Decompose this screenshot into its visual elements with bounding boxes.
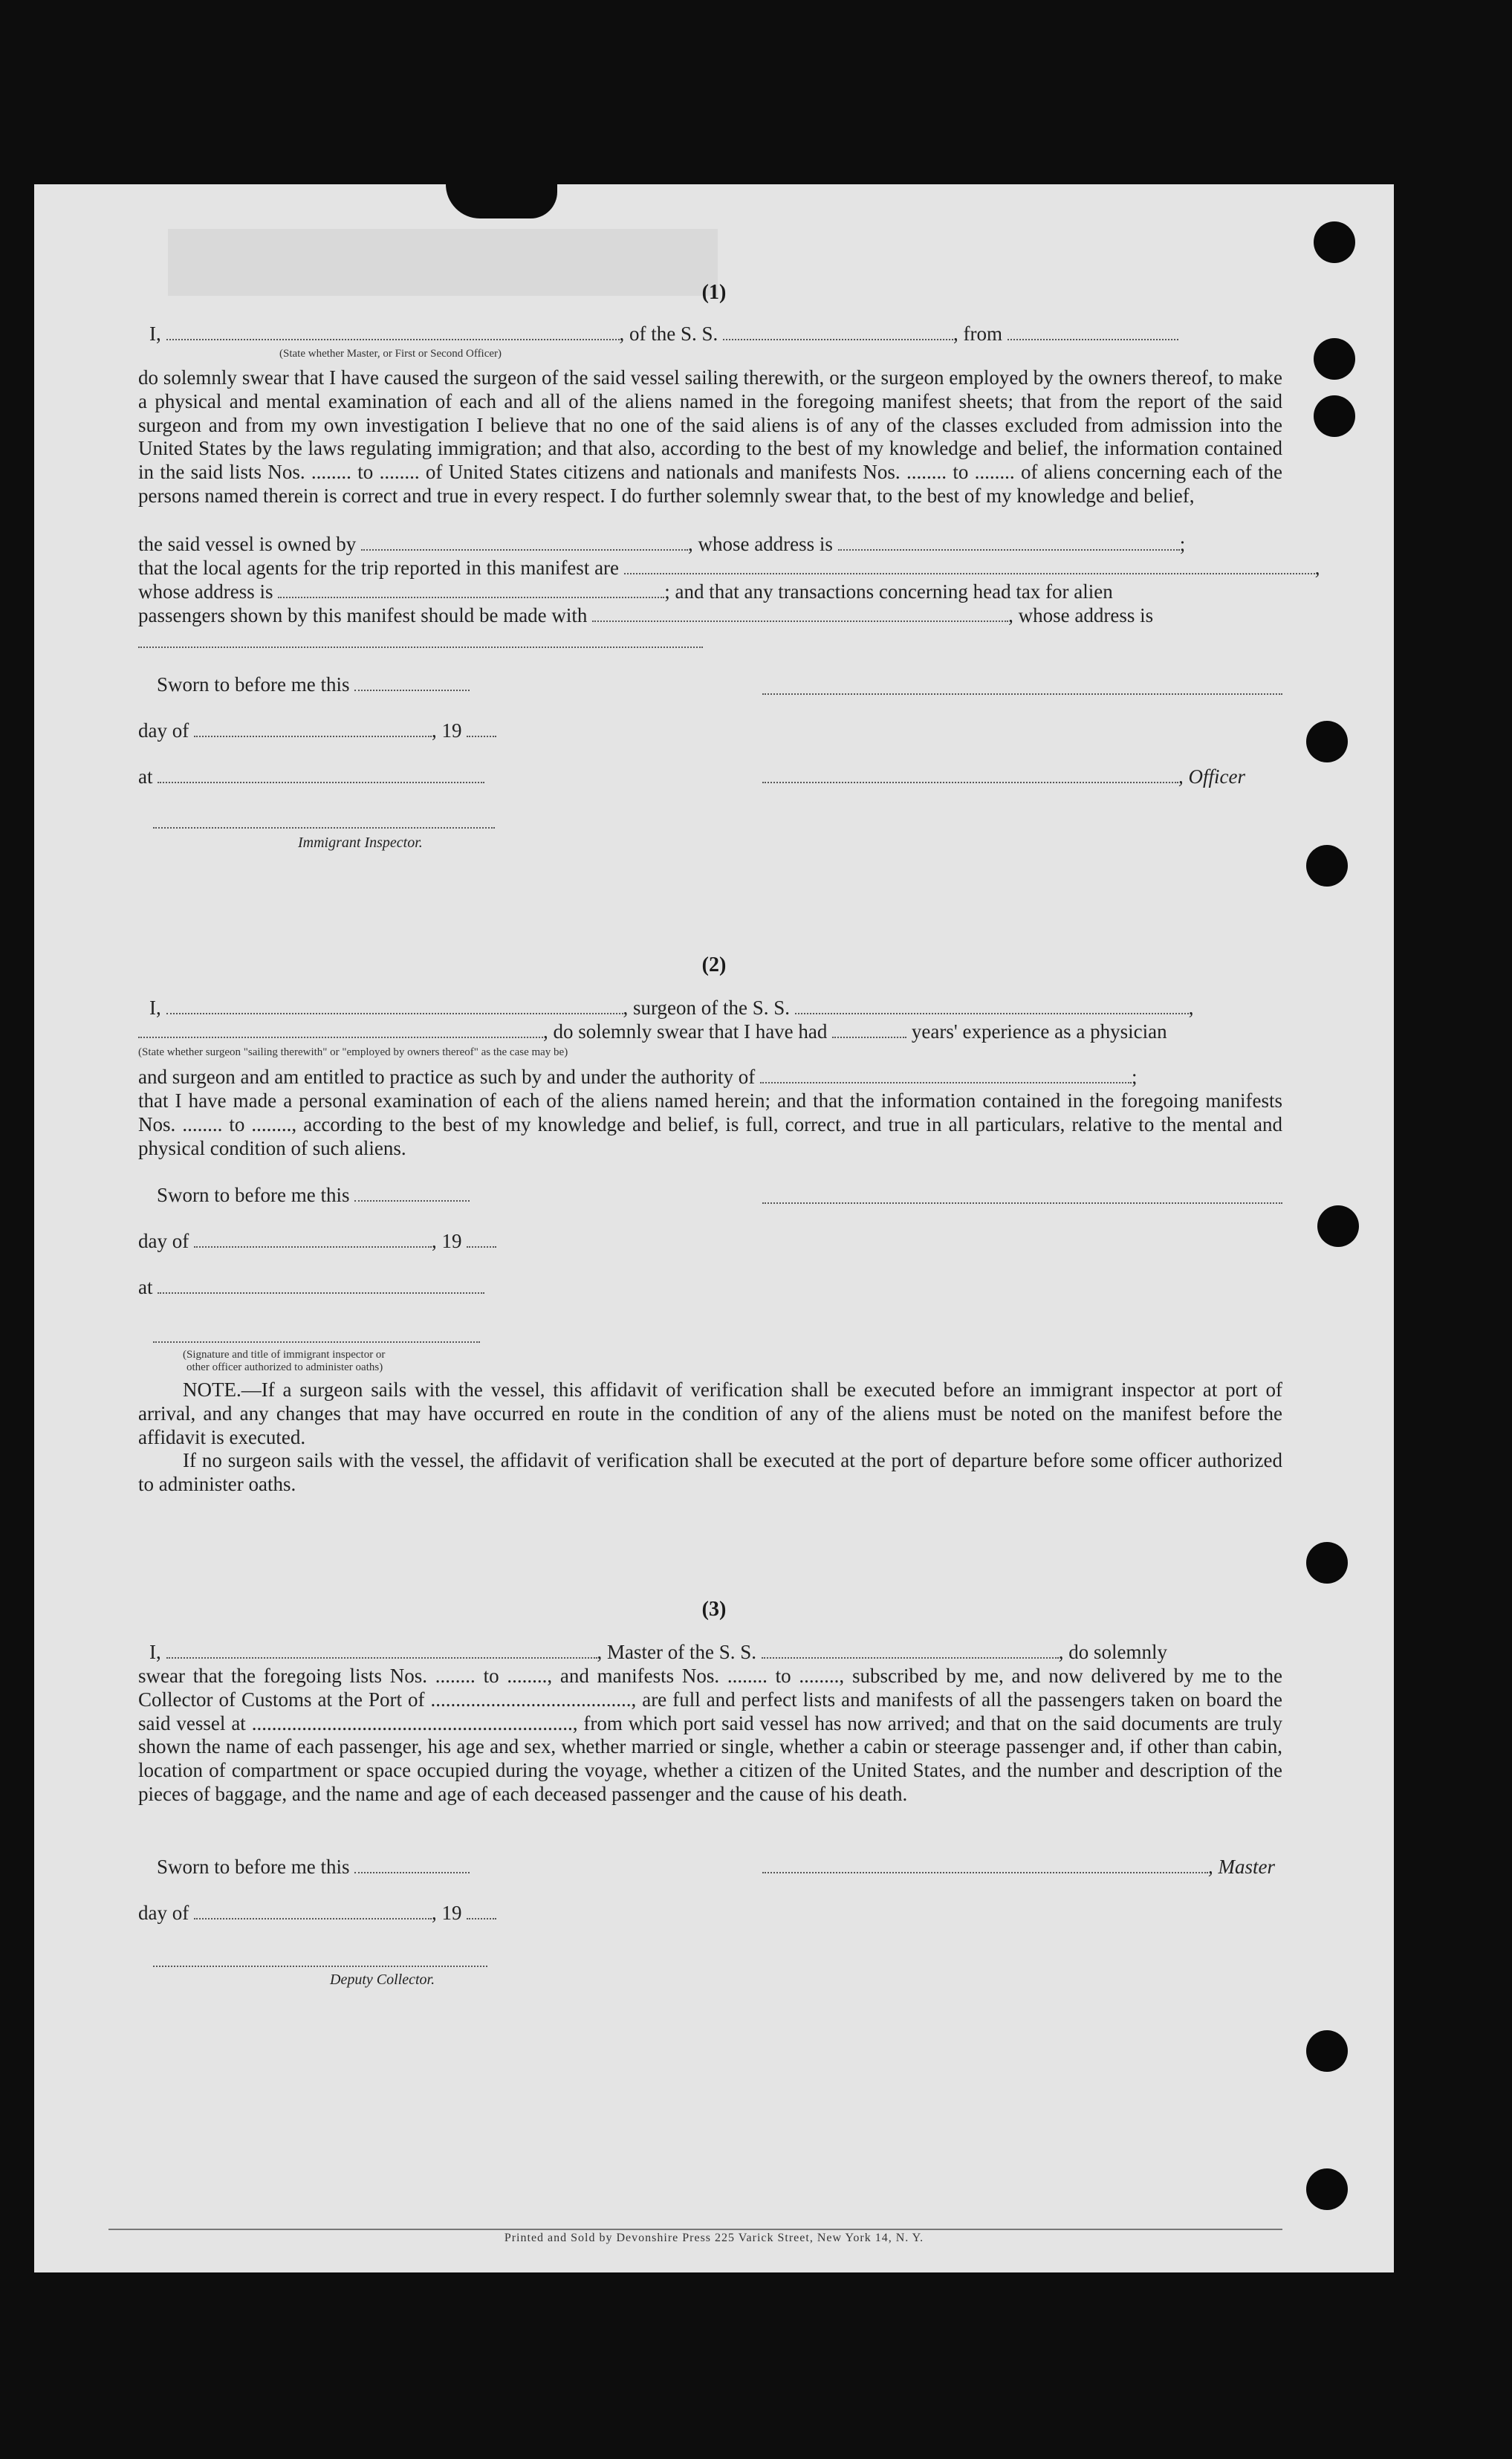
surgeon-note: (State whether surgeon "sailing therewith" or "employed by owners thereof" as the case may be) (138, 1046, 568, 1058)
head-tax-party-field[interactable] (592, 621, 1008, 622)
years-field[interactable] (832, 1037, 906, 1038)
master-signature-field-3[interactable] (762, 1872, 1208, 1873)
month-field-3[interactable] (194, 1918, 432, 1919)
surgeon-name-field[interactable] (166, 1013, 623, 1014)
month-field-2[interactable] (194, 1246, 432, 1248)
day-of-line-1: day of , 19 (138, 719, 496, 742)
punch-hole (1306, 2030, 1348, 2072)
agents-address-line: whose address is ; and that any transactions concerning head tax for alien (138, 580, 1113, 603)
owner-address-field[interactable] (838, 549, 1180, 551)
punch-hole (1306, 1542, 1348, 1584)
punch-hole (1317, 1205, 1359, 1247)
surgeon-ship-field[interactable] (795, 1013, 1189, 1014)
place-field-1[interactable] (158, 782, 484, 783)
collector-signature-field[interactable] (153, 1966, 487, 1967)
master-name-field[interactable] (166, 339, 620, 340)
punch-hole (1306, 721, 1348, 762)
at-line-1: at (138, 765, 484, 788)
sworn-line-3: Sworn to before me this (157, 1856, 470, 1879)
printer-credit: Printed and Sold by Devonshire Press 225 Varick Street, New York 14, N. Y. (504, 2232, 924, 2244)
surgeon-status-field[interactable] (138, 1037, 543, 1038)
sworn-date-field-2[interactable] (354, 1200, 470, 1202)
day-of-line-3: day of , 19 (138, 1902, 496, 1925)
section-1-body: do solemnly swear that I have caused the surgeon of the said vessel sailing therewith, or the surgeon employed by the owners thereof, to make a physical and mental examination of each and all of the aliens named in the foregoing manifest sheets; that from the report of the said surgeon and from my own investigation I believe that no one of the said aliens is of any of the classes excluded from admission into the United States by the laws regulating immigration; and that also, according to the best of my knowledge and belief, the information contained in the said lists Nos. ........ to ........ of United States citizens and nationals and manifests Nos. ........ to ........ of aliens concerning each of the persons named therein is correct and true in every respect. I do further solemnly swear that, to the best of my knowledge and belief, (138, 366, 1282, 507)
authority-line: and surgeon and am entitled to practice as such by and under the authority of ; (138, 1066, 1138, 1088)
from-port-field[interactable] (1008, 339, 1178, 340)
authority-field[interactable] (760, 1082, 1132, 1083)
owner-field[interactable] (361, 549, 688, 551)
section-2-number: (2) (701, 953, 727, 976)
surgeon-signature-field[interactable] (762, 1202, 1282, 1204)
master-name-field-3[interactable] (166, 1657, 597, 1659)
section-1-line-1: I, , of the S. S. , from (149, 323, 1178, 346)
place-field-2[interactable] (158, 1292, 484, 1294)
head-tax-line: passengers shown by this manifest should be made with , whose address is (138, 604, 1154, 626)
head-tax-address-field[interactable] (138, 647, 703, 648)
owned-by-line: the said vessel is owned by , whose address is ; (138, 533, 1186, 555)
torn-edge (446, 184, 557, 218)
inspector-title: Immigrant Inspector. (298, 835, 423, 851)
officer-signature-field[interactable] (762, 782, 1178, 783)
surgeon-line: I, , surgeon of the S. S. , (149, 997, 1194, 1019)
master-note: (State whether Master, or First or Second Officer) (279, 348, 502, 360)
section-1-number: (1) (701, 281, 727, 304)
inspector-signature-field[interactable] (153, 827, 495, 829)
year-field-3[interactable] (467, 1918, 496, 1919)
ship-name-field-3[interactable] (762, 1657, 1059, 1659)
punch-hole (1314, 338, 1355, 380)
note-paragraph-2: If no surgeon sails with the vessel, the affidavit of verification shall be executed at the port of departure before some officer authorized to administer oaths. (138, 1449, 1282, 1495)
master-line-3: I, , Master of the S. S. , do solemnly (149, 1641, 1167, 1663)
punch-hole (1314, 395, 1355, 437)
experience-line: , do solemnly swear that I have had years' experience as a physician (138, 1020, 1167, 1043)
master-sign-line: , Master (762, 1856, 1275, 1879)
sig-note-1: (Signature and title of immigrant inspector or (183, 1349, 386, 1361)
deputy-collector-title: Deputy Collector. (330, 1972, 435, 1988)
form-page (34, 184, 1394, 2272)
sworn-date-field-1[interactable] (354, 690, 470, 691)
local-agents-field[interactable] (624, 573, 1315, 574)
sworn-line-1: Sworn to before me this (157, 673, 470, 696)
local-agents-line: that the local agents for the trip reported in this manifest are , (138, 557, 1320, 579)
punch-hole (1306, 845, 1348, 887)
agents-address-field[interactable] (278, 597, 664, 598)
punch-hole (1306, 2168, 1348, 2210)
ship-name-field[interactable] (723, 339, 953, 340)
sig-note-2: other officer authorized to administer oaths) (186, 1361, 383, 1373)
master-signature-field-1[interactable] (762, 693, 1282, 695)
section-3-number: (3) (701, 1598, 727, 1621)
officer-line: , Officer (762, 765, 1245, 788)
administrator-signature-field[interactable] (153, 1341, 480, 1343)
section-2-body: that I have made a personal examination of each of the aliens named herein; and that the information contained in the foregoing manifests Nos. ........ to ........, according to the best of my knowledge and belief, is full, correct, and true in all particulars, relative to the mental and physical condition of such aliens. (138, 1089, 1282, 1159)
sworn-line-2: Sworn to before me this (157, 1184, 470, 1207)
at-line-2: at (138, 1276, 484, 1299)
footer-rule (108, 2229, 1282, 2230)
note-paragraph-1: NOTE.—If a surgeon sails with the vessel, this affidavit of verification shall be executed before an immigrant inspector at port of arrival, and any changes that may have occurred en route in the condition of any of the aliens must be noted on the manifest before the affidavit is executed. (138, 1378, 1282, 1448)
year-field-1[interactable] (467, 736, 496, 737)
month-field-1[interactable] (194, 736, 432, 737)
sworn-date-field-3[interactable] (354, 1872, 470, 1873)
year-field-2[interactable] (467, 1246, 496, 1248)
day-of-line-2: day of , 19 (138, 1230, 496, 1253)
punch-hole (1314, 221, 1355, 263)
section-3-body: swear that the foregoing lists Nos. ........ to ........, and manifests Nos. ........ to ........, subscribed by me, and now delivered by me to the Collector of Customs at the Port of ........................................, are full and perfect lists and manifests of all the passengers taken on board the said vessel at ................................................................, from which port said vessel has now arrived; and that on the said documents are truly shown the name of each passenger, his age and sex, whether married or single, whether a cabin or steerage passenger and, if other than cabin, location of compartment or space occupied during the voyage, whether a citizen of the United States, and the number and description of the pieces of baggage, and the name and age of each deceased passenger and the cause of his death. (138, 1665, 1282, 1805)
